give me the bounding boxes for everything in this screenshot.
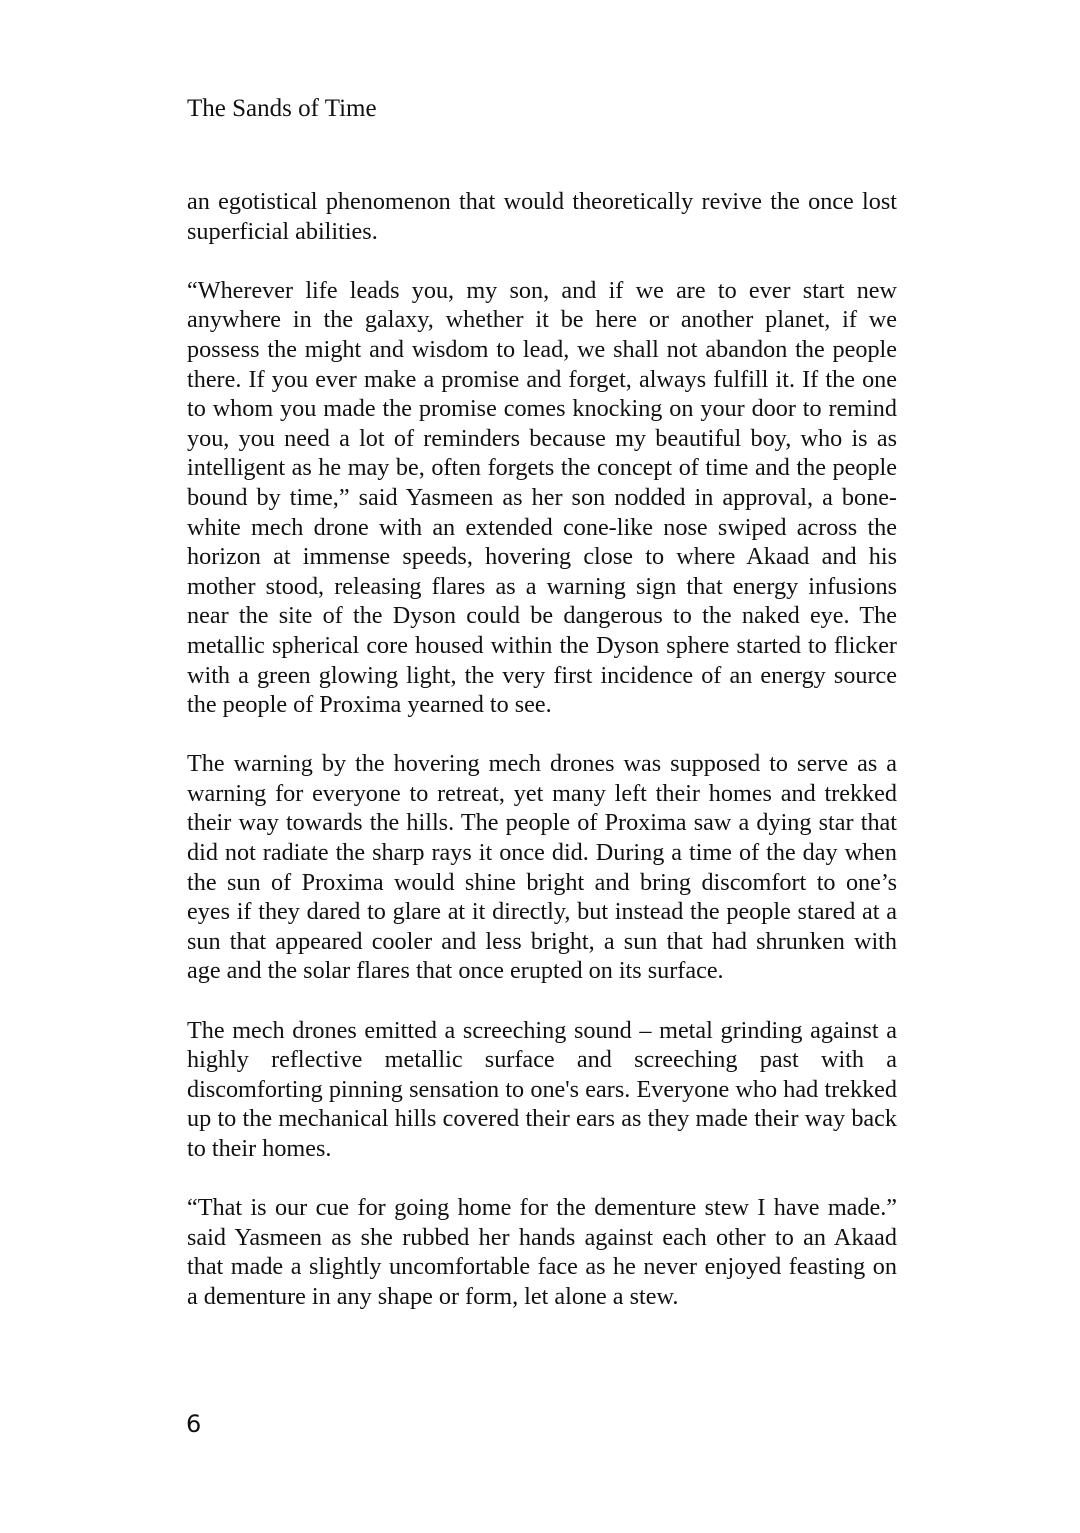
body-text [187, 187, 897, 1341]
paragraph: “That is our cue for going home for the dementure stew I have made.” said Yasmeen as she rubbed her hands against each other to an Akaad that made a slightly uncomfortable face as he never enjoyed feasting on a dementure in any shape or form, let alone a stew. [187, 1194, 897, 1310]
paragraph: an egotistical phenomenon that would theoretically revive the once lost superficial abilities. [187, 188, 897, 245]
page-number: 6 [186, 1410, 202, 1438]
paragraph: “Wherever life leads you, my son, and if we are to ever start new anywhere in the galaxy, whether it be here or another planet, if we possess the might and wisdom to lead, we shall not abandon the people there. If you ever make a promise and forget, always fulfill it. If the one to whom you made the promise comes knocking on your door to remind you, you need a lot of reminders because my beautiful boy, who is as intelligent as he may be, often forgets the concept of time and the people bound by time,” said Yasmeen as her son nodded in approval, a bone-white mech drone with an extended cone-like nose swiped across the horizon at immense speeds, hovering close to where Akaad and his mother stood, releasing flares as a warning sign that energy infusions near the site of the Dyson could be dangerous to the naked eye. The metallic spherical core housed within the Dyson sphere started to flicker with a green glowing light, the very first incidence of an energy source the people of Proxima yearned to see. [187, 276, 897, 719]
paragraph: The warning by the hovering mech drones was supposed to serve as a warning for everyone to retreat, yet many left their homes and trekked their way towards the hills. The people of Proxima saw a dying star that did not radiate the sharp rays it once did. During a time of the day when the sun of Proxima would shine bright and bring discomfort to one’s eyes if they dared to glare at it directly, but instead the people stared at a sun that appeared cooler and less bright, a sun that had shrunken with age and the solar flares that once erupted on its surface. [187, 750, 897, 985]
running-header-title: The Sands of Time [187, 95, 377, 122]
paragraph: The mech drones emitted a screeching sound – metal grinding against a highly reflective metallic surface and screeching past with a discomforting pinning sensation to one's ears. Everyone who had trekked up to the mechanical hills covered their ears as they made their way back to their homes. [187, 1016, 897, 1162]
